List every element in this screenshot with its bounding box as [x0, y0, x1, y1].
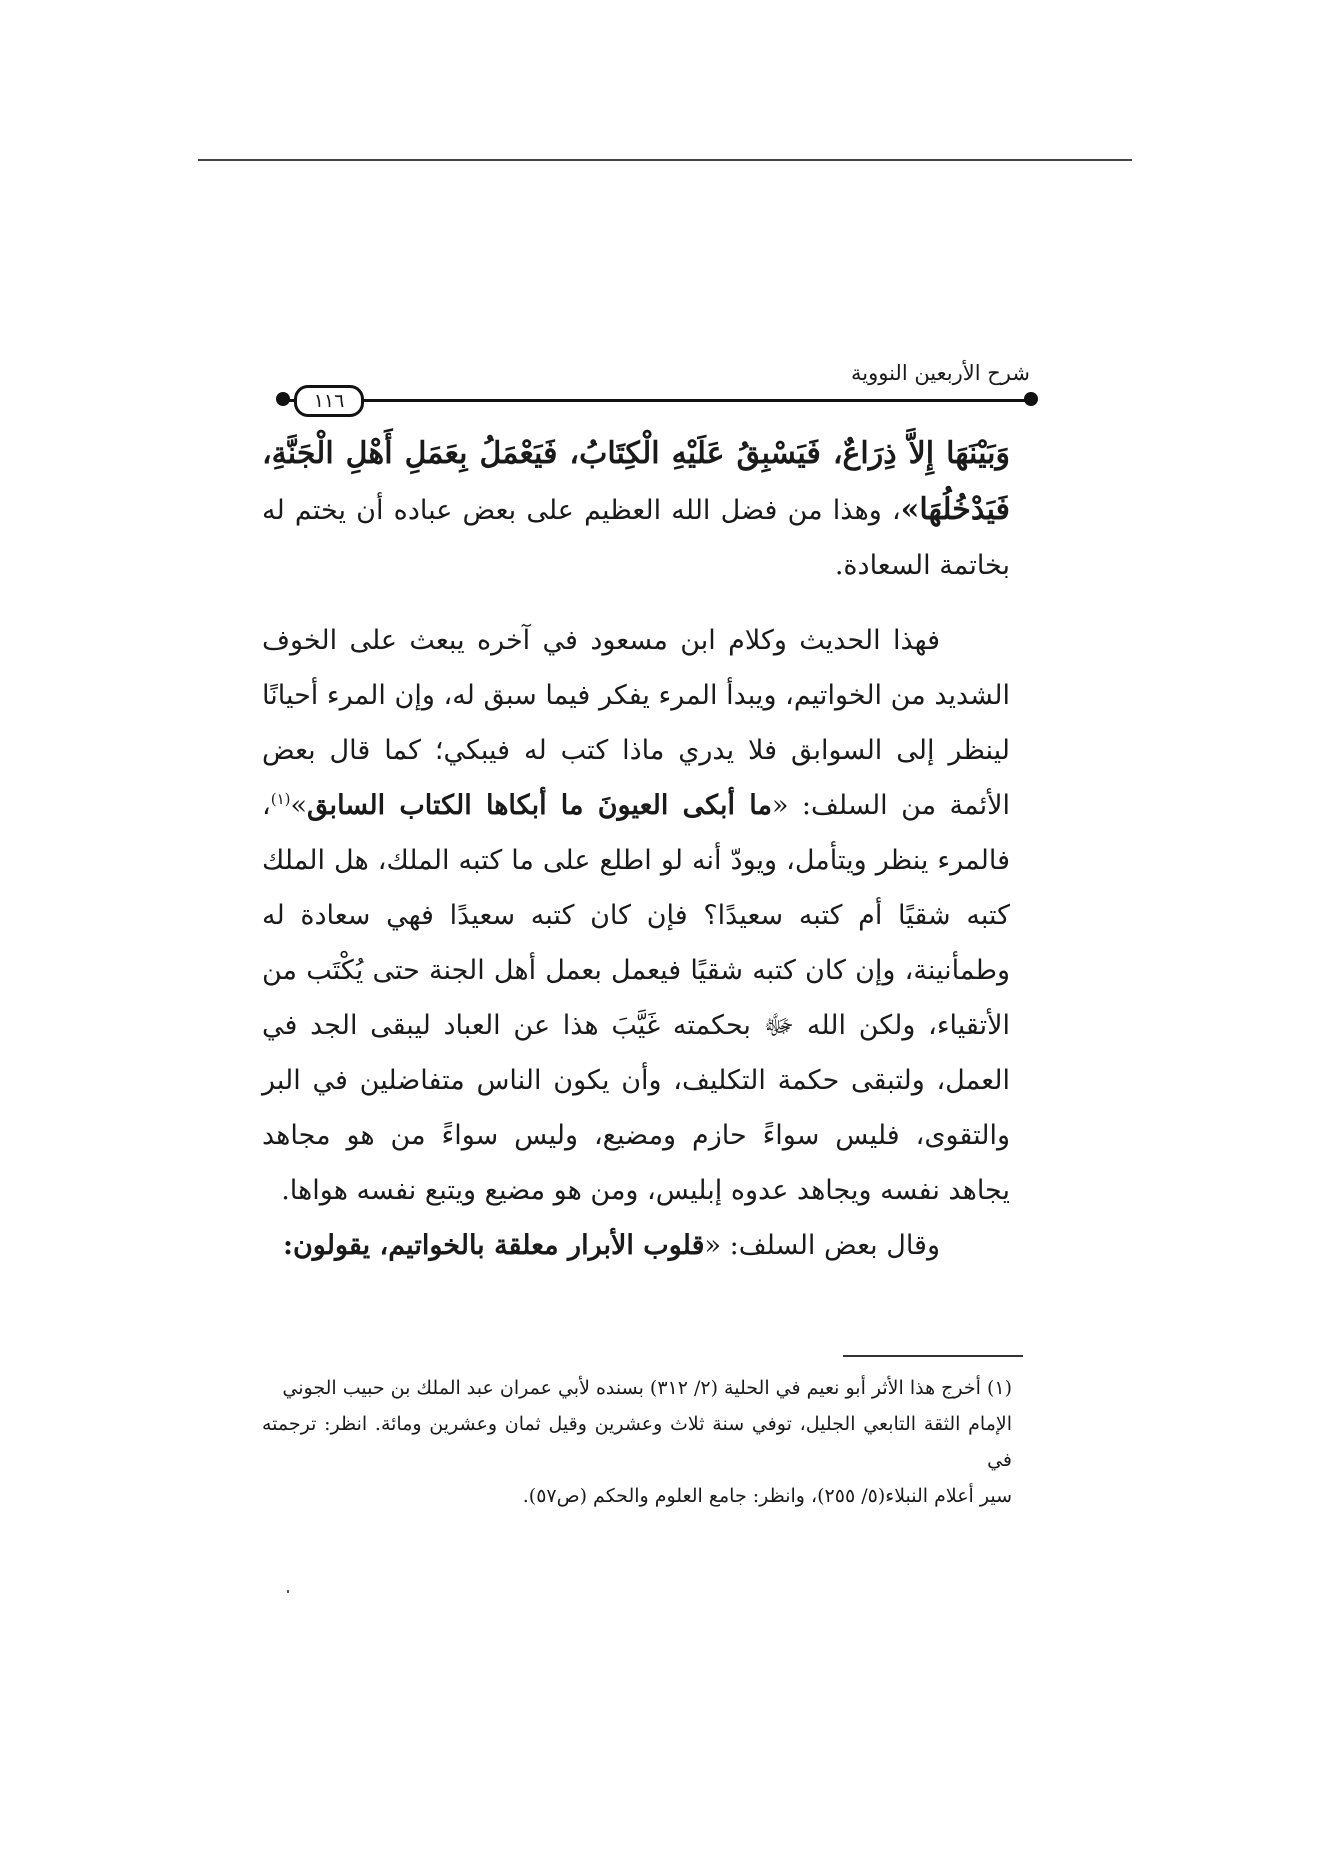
header-ornament-left	[276, 392, 290, 406]
paragraph-3-intro: وقال بعض السلف: «	[704, 1230, 940, 1261]
footnote-1-line-3: سير أعلام النبلاء(٥/ ٢٥٥)، وانظر: جامع العلوم والحكم (ص٥٧).	[522, 1485, 1012, 1507]
book-title: شرح الأربعين النووية	[850, 361, 1030, 385]
paragraph-2	[262, 613, 1010, 1218]
footnote-marker-1: (١)	[270, 790, 291, 808]
honorific-glyph: ﷻ	[763, 1010, 795, 1041]
footnote-rule	[843, 1355, 1023, 1357]
main-text	[262, 426, 1010, 1273]
paragraph-2-part-3: بحكمته غَيَّبَ هذا عن العباد ليبقى الجد في العمل، ولتبقى حكمة التكليف، وأن يكون الناس متفاضلين في البر والتقوى، فليس سواءً حازم ومضيع، وليس سواءً من هو مجاهد يجاهد نفسه ويجاهد عدوه إبليس، ومن هو مضيع ويتبع نفسه هواها.	[262, 1010, 1010, 1206]
quote-abrar: قلوب الأبرار معلقة بالخواتيم، يقولون:	[283, 1230, 705, 1261]
footnote-1-line-2: الإمام الثقة التابعي الجليل، توفي سنة ثلاث وعشرين وقيل ثمان وعشرين ومائة. انظر: ترجمته في	[262, 1413, 1012, 1471]
footnote-1-line-1: (١) أخرج هذا الأثر أبو نعيم في الحلية (٢/ ٣١٢) بسنده لأبي عمران عبد الملك بن حبيب الجوني	[282, 1377, 1012, 1399]
top-rule	[198, 159, 1132, 161]
paragraph-2-part-1: فهذا الحديث وكلام ابن مسعود في آخره يبعث على الخوف الشديد من الخواتيم، ويبدأ المرء يفكر فيما سبق له، وإن المرء أحيانًا لينظر إلى السوابق فلا يدري ماذا كتب له فيبكي؛ كما قال بعض الأئمة من السلف: «	[262, 625, 1010, 821]
paragraph-1-rest: ، وهذا من فضل الله العظيم على بعض عباده أن يختم له بخاتمة السعادة.	[262, 495, 1010, 581]
paragraph-3	[262, 1218, 1010, 1273]
scan-speck	[287, 1590, 289, 1593]
header-rule	[284, 399, 1030, 402]
paragraph-1	[262, 426, 1010, 593]
paragraph-2-part-2: ، فالمرء ينظر ويتأمل، ويودّ أنه لو اطلع على ما كتبه الملك، هل الملك كتبه شقيًا أم كتبه سعيدًا؟ فإن كان كتبه سعيدًا فهي سعادة له وطمأنينة، وإن كان كتبه شقيًا فيعمل بعمل أهل الجنة حتى يُكْتَب من الأتقياء، ولكن الله	[262, 790, 1010, 1041]
footnotes	[262, 1370, 1012, 1514]
page-number: ١١٦	[294, 385, 364, 417]
hadith-text-end: فَيَدْخُلُهَا»	[900, 492, 1010, 527]
page-header	[262, 355, 1038, 425]
hadith-text-line: وَبَيْنَهَا إِلاَّ ذِرَاعٌ، فَيَسْبِقُ عَلَيْهِ الْكِتَابُ، فَيَعْمَلُ بِعَمَلِ أَهْلِ الْجَنَّةِ،	[262, 436, 1010, 471]
quote-salaf: ما أبكى العيونَ ما أبكاها الكتاب السابق	[307, 790, 772, 821]
header-ornament-right	[1024, 392, 1038, 406]
quote-close: »	[290, 790, 308, 821]
